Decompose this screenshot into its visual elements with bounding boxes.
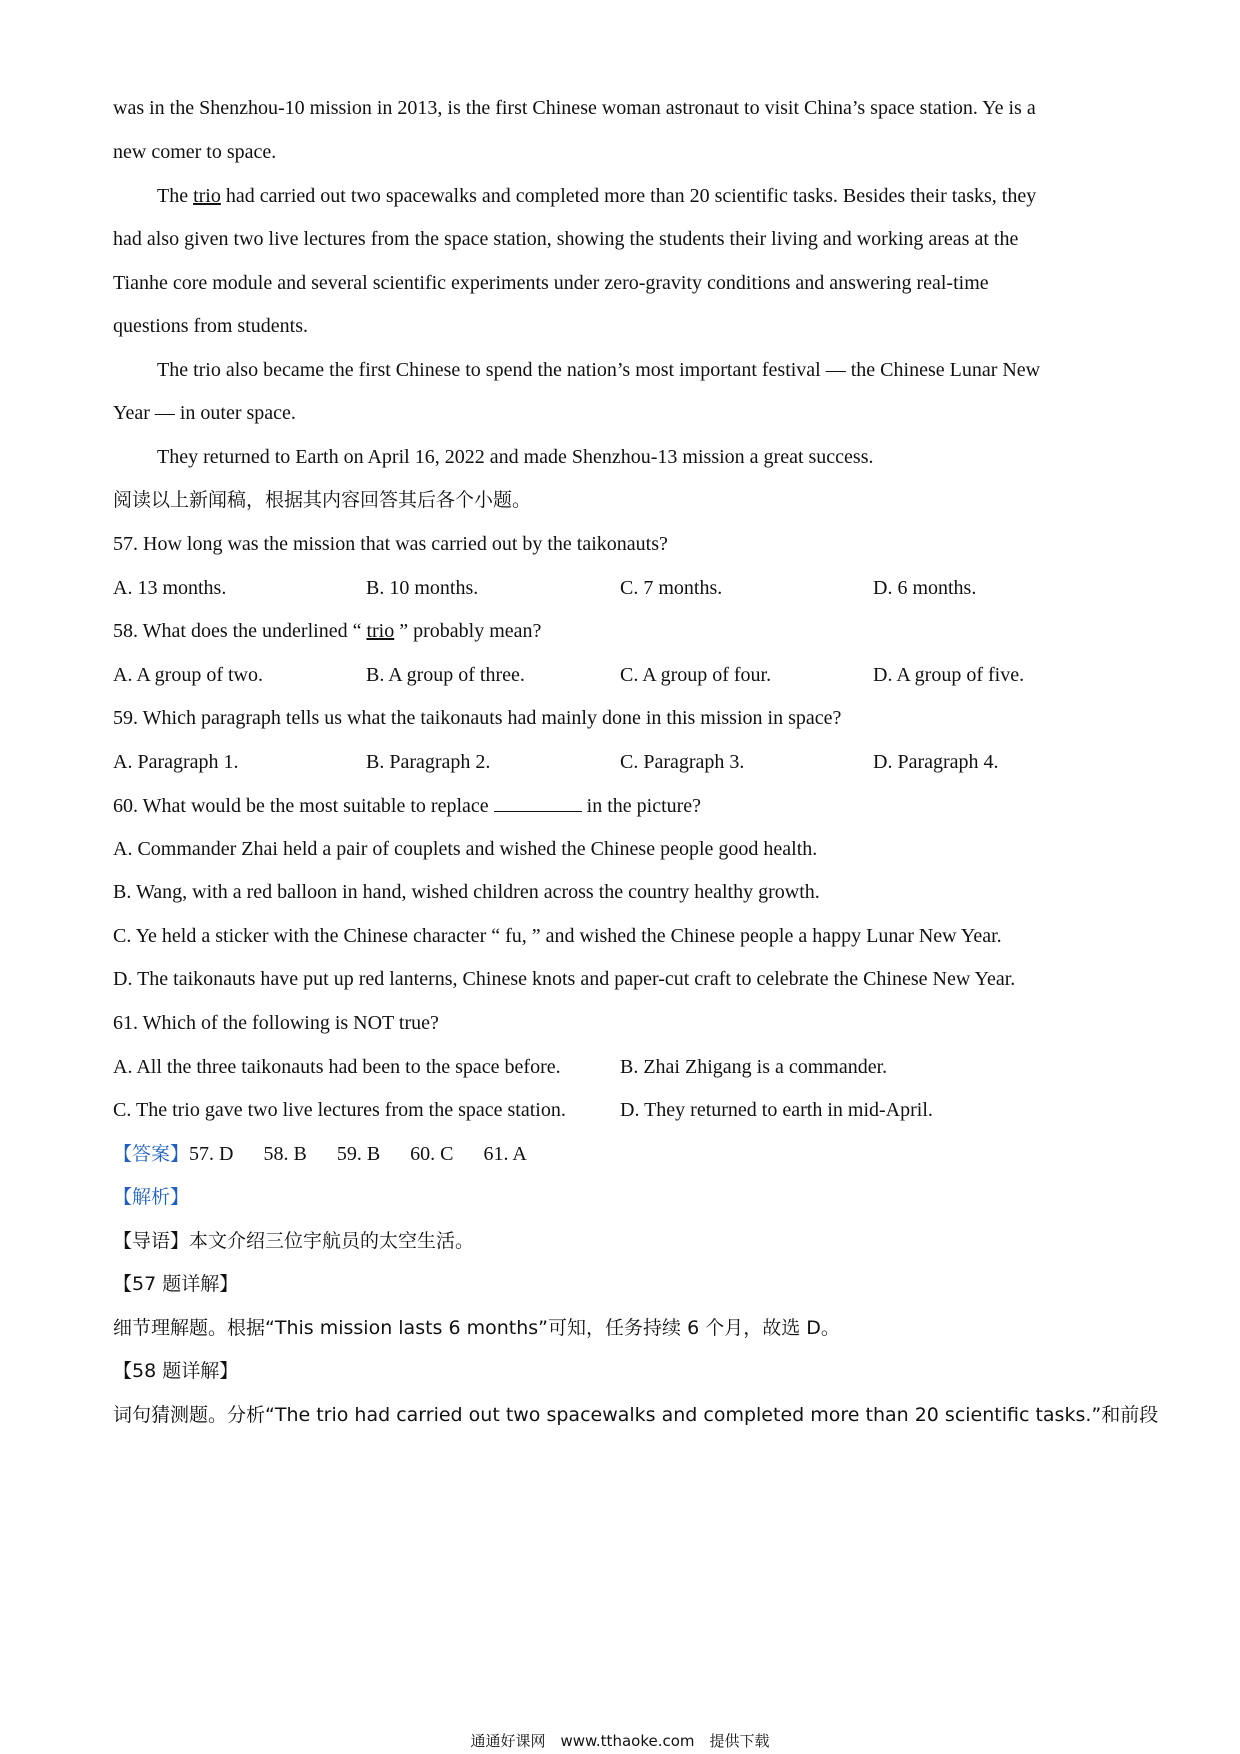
answer-line [113, 1142, 557, 1166]
answer-item: 60. C [410, 1143, 454, 1165]
q59-option-d: D. Paragraph 4. [873, 751, 999, 773]
instruction: 阅读以上新闻稿，根据其内容回答其后各个小题。 [113, 489, 532, 511]
q59-option-b: B. Paragraph 2. [366, 751, 491, 773]
question-60-stem: 60. What would be the most suitable to replace in the picture? [113, 795, 702, 817]
underlined-word: trio [366, 620, 395, 642]
q58-option-a: A. A group of two. [113, 664, 263, 686]
q57-option-d: D. 6 months. [873, 577, 977, 599]
q61-option-c: C. The trio gave two live lectures from the space station. [113, 1099, 566, 1121]
q60-option-c: C. Ye held a sticker with the Chinese character “ fu, ” and wished the Chinese people a happy Lunar New Year. [113, 925, 1002, 947]
answer-item: 59. B [336, 1143, 381, 1165]
q59-option-a: A. Paragraph 1. [113, 751, 239, 773]
passage-line: Tianhe core module and several scientific experiments under zero-gravity conditions and answering real-time [113, 272, 989, 294]
q60-option-b: B. Wang, with a red balloon in hand, wished children across the country healthy growth. [113, 881, 820, 903]
underlined-word: trio [193, 185, 221, 207]
q60-option-a: A. Commander Zhai held a pair of couplets and wished the Chinese people good health. [113, 838, 818, 860]
q58-option-d: D. A group of five. [873, 664, 1025, 686]
q58-option-c: C. A group of four. [620, 664, 772, 686]
passage-line: They returned to Earth on April 16, 2022 and made Shenzhou-13 mission a great success. [157, 446, 874, 468]
passage-line: questions from students. [113, 315, 308, 337]
q60-option-d: D. The taikonauts have put up red lanterns, Chinese knots and paper-cut craft to celebrate the Chinese New Year. [113, 968, 1016, 990]
q58-detail-text: 词句猜测题。分析“The trio had carried out two spacewalks and completed more than 20 scientific tasks.”和前段 [113, 1404, 1159, 1426]
question-58-stem: 58. What does the underlined “ trio ” probably mean? [113, 620, 542, 642]
question-57-stem: 57. How long was the mission that was carried out by the taikonauts? [113, 533, 668, 555]
q61-option-b: B. Zhai Zhigang is a commander. [620, 1056, 888, 1078]
page-footer: 通通好课网 www.tthaoke.com 提供下载 [470, 1732, 770, 1750]
question-59-stem: 59. Which paragraph tells us what the taikonauts had mainly done in this mission in space? [113, 707, 842, 729]
passage-line: had also given two live lectures from the space station, showing the students their living and working areas at the [113, 228, 1019, 250]
question-61-stem: 61. Which of the following is NOT true? [113, 1012, 439, 1034]
q58-option-b: B. A group of three. [366, 664, 525, 686]
passage-line: was in the Shenzhou-10 mission in 2013, is the first Chinese woman astronaut to visit China’s space station. Ye is a [113, 97, 1036, 119]
passage-line: Year — in outer space. [113, 402, 296, 424]
answer-item: 61. A [483, 1143, 527, 1165]
q61-option-d: D. They returned to earth in mid-April. [620, 1099, 933, 1121]
analysis-tag: 【解析】 [113, 1186, 190, 1208]
answer-blank [494, 793, 582, 812]
q57-option-b: B. 10 months. [366, 577, 479, 599]
answer-tag: 【答案】 [113, 1143, 190, 1165]
q57-option-c: C. 7 months. [620, 577, 723, 599]
answer-item: 58. B [263, 1143, 307, 1165]
q61-option-a: A. All the three taikonauts had been to the space before. [113, 1056, 561, 1078]
q57-detail-text: 细节理解题。根据“This mission lasts 6 months”可知，任务持续 6 个月，故选 D。 [113, 1317, 840, 1339]
q59-option-c: C. Paragraph 3. [620, 751, 745, 773]
passage-paragraph-trio: The trio had carried out two spacewalks and completed more than 20 scientific tasks. Besides their tasks, they [157, 185, 1037, 207]
q57-option-a: A. 13 months. [113, 577, 227, 599]
analysis-intro: 【导语】本文介绍三位宇航员的太空生活。 [113, 1230, 475, 1252]
passage-line: new comer to space. [113, 141, 277, 163]
passage-line: The trio also became the first Chinese to spend the nation’s most important festival — the Chinese Lunar New [157, 359, 1041, 381]
q57-detail-heading: 【57 题详解】 [113, 1273, 239, 1295]
answer-item: 57. D [189, 1143, 234, 1165]
q58-detail-heading: 【58 题详解】 [113, 1360, 239, 1382]
